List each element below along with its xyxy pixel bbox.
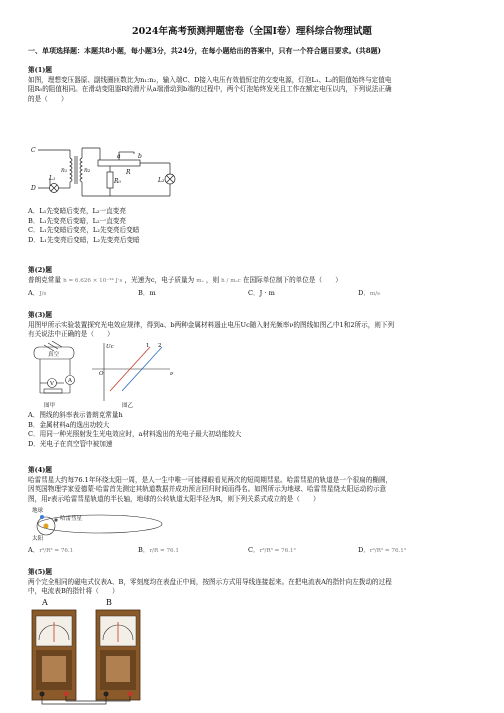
- question-1-stem-line3: 的是（ ）: [28, 94, 68, 103]
- question-2-stem-d: 在国际单位制下的单位是（ ）: [242, 275, 342, 284]
- option-d[interactable]: D．L₁先变亮后变暗，L₂先变亮后变暗: [28, 235, 140, 244]
- meter-a-label: A: [42, 598, 48, 607]
- n2-label: n₂: [84, 167, 91, 174]
- question-4-stem-line3: 图，用r表示哈雷彗星轨道的半长轴，地球的公转轨道太阳半径为R，则下列关系式成立的是（ ）: [28, 494, 320, 503]
- option-c[interactable]: C．用同一种光照射发生光电效应时，a材料逸出的光电子最大初动能较大: [28, 430, 242, 439]
- question-3-stem-line2: 有关说法中正确的是（ ）: [28, 330, 114, 339]
- question-4: [28, 466, 478, 504]
- planck-constant-formula: h = 6.626 × 10⁻³⁴ J·s: [63, 277, 123, 284]
- option-b[interactable]: [138, 546, 248, 557]
- question-4-options-row: [28, 546, 468, 557]
- ratio-formula: h / mₑc: [221, 277, 241, 284]
- question-2: [28, 266, 478, 300]
- question-1-stem-line2: 阻R₀的阻值相同。在滑动变阻器R的滑片从a端滑动到b端的过程中，两个灯泡始终发光且工作在额定电压以内，下列说法正确: [28, 85, 392, 94]
- question-2-options: [28, 289, 468, 300]
- question-4-head: 第(4)题: [28, 466, 53, 474]
- question-5-stem-line1: 两个完全相同的磁电式仪表A、B，零刻度均在表盘正中间，按图示方式用导线连接起来。在把电流表A的指针向左拨动的过程: [28, 577, 392, 586]
- origin-label: O: [99, 371, 104, 377]
- option-a-value: J/s: [39, 291, 47, 298]
- earth-icon: [40, 515, 44, 519]
- question-1-options: [28, 207, 478, 245]
- option-d-value: m/s: [369, 291, 380, 298]
- comet-icon: [54, 518, 57, 521]
- meter-a: [32, 610, 76, 700]
- option-b[interactable]: [138, 289, 248, 300]
- option-d-letter: D．: [358, 289, 370, 298]
- stop-voltage-axis-label: Uc: [106, 344, 114, 350]
- option-d[interactable]: [358, 546, 468, 557]
- option-c[interactable]: C．L₁先变暗后变亮，L₂先变亮后变暗: [28, 226, 140, 235]
- question-5: [28, 568, 478, 597]
- option-a[interactable]: A．图线的斜率表示普朗克常量h: [28, 411, 123, 419]
- option-c-value: J · m: [259, 289, 275, 298]
- question-5-head: 第(5)题: [28, 568, 53, 576]
- vacuum-tube-label: 真空: [48, 352, 60, 358]
- question-2-stem-a: 普朗克常量: [28, 275, 61, 284]
- rheostat-r-label: R: [126, 169, 131, 176]
- electron-mass-symbol: mₑ: [196, 277, 204, 284]
- lamp-l1-label: L₁: [49, 175, 56, 182]
- terminal-d-label: D: [31, 185, 36, 192]
- option-a-letter: A．: [28, 289, 40, 298]
- meter-b: [96, 610, 140, 700]
- option-b[interactable]: B．金属材料a的逸出功较大: [28, 420, 110, 429]
- section-heading: 一、单项选择题：本题共8小题，每小题3分，共24分，在每小题给出的答案中，只有一个符合题目要求。(共8题): [28, 46, 381, 55]
- question-4-stem-line2: 因英国物理学家爱德蒙·哈雷首先测定其轨道数据并成功预言回归时间而得名。如图所示为地球、哈雷彗星绕太阳运动的示意: [28, 485, 387, 494]
- question-4-stem-line1: 哈雷彗星大约每76.1年环绕太阳一周，是人一生中唯一可能裸眼看见两次的短周期彗星。哈雷彗星的轨道是一个很扁的椭圆，: [28, 475, 393, 484]
- option-c-letter: C．: [248, 289, 260, 298]
- voltmeter-label: V: [50, 381, 54, 387]
- transformer-circuit-figure: [30, 142, 180, 202]
- question-3-head: 第(3)题: [28, 311, 53, 319]
- option-c-expr: r³/R³ = 76.1²: [259, 548, 296, 554]
- option-c[interactable]: [248, 546, 358, 557]
- resistor-r0-label: R₀: [114, 178, 121, 185]
- question-2-stem-b: ，光速为c，电子质量为: [124, 275, 195, 284]
- sun-icon: [44, 524, 49, 529]
- question-5-stem-line2: 中，电流表B的指针将（ ）: [28, 587, 119, 596]
- question-1-head: 第(1)题: [28, 66, 53, 74]
- option-d-letter: D．: [358, 546, 370, 554]
- option-a[interactable]: [28, 546, 138, 557]
- lamp-l2-label: L₂: [158, 177, 165, 184]
- figure-a-caption: 图甲: [44, 403, 56, 409]
- option-c[interactable]: [248, 289, 358, 300]
- option-d[interactable]: D．光电子在真空管中被加速: [28, 439, 113, 448]
- photoelectric-figure: [30, 341, 180, 411]
- frequency-axis-label: ν: [170, 371, 174, 377]
- question-1-stem-line1: 如图，理想变压器原、副线圈匝数比为n₁:n₂，输入端C、D接入电压有效值恒定的交变电源，灯泡L₁、L₂的阻值始终与定值电: [28, 75, 392, 84]
- option-d-expr: r³/R³ = 76.1³: [369, 548, 407, 554]
- option-b-expr: r/R = 76.1: [149, 548, 179, 554]
- question-3-options: [28, 411, 478, 449]
- line-1-label: 1: [146, 343, 150, 349]
- terminal-c-label: C: [31, 147, 36, 154]
- figure-b-caption: 图乙: [122, 403, 134, 409]
- meters-figure: [30, 596, 150, 708]
- ammeter-label: A: [68, 378, 72, 384]
- option-b[interactable]: B．L₁先变亮后变暗，L₂一直变亮: [28, 216, 127, 225]
- option-a[interactable]: A．L₁先变暗后变亮，L₂一直变亮: [28, 207, 126, 215]
- option-d[interactable]: [358, 289, 468, 300]
- page-title: 2024年高考预测押题密卷（全国I卷）理科综合物理试题: [132, 26, 372, 37]
- question-3-stem-line1: 用图甲所示实验装置探究光电效应规律，得到a、b两种金属材料遏止电压Uc随入射光频率ν的图线如图乙中1和2所示，则下列: [28, 320, 395, 329]
- option-a-letter: A．: [28, 546, 40, 554]
- option-a[interactable]: [28, 289, 138, 300]
- question-3: [28, 311, 478, 340]
- sun-label: 太阳: [32, 536, 44, 542]
- option-b-letter: B．: [138, 289, 150, 298]
- question-2-head: 第(2)题: [28, 266, 53, 274]
- slider-b-label: b: [138, 153, 142, 160]
- question-2-stem: [28, 276, 478, 287]
- slider-a-label: a: [117, 153, 121, 160]
- option-b-letter: B．: [138, 546, 150, 554]
- n1-label: n₁: [61, 167, 68, 174]
- option-a-expr: r³/R³ = 76.1: [39, 548, 74, 554]
- halley-orbit-figure: [30, 506, 170, 542]
- question-1: [28, 66, 478, 104]
- option-b-value: m: [149, 289, 156, 298]
- option-c-letter: C．: [248, 546, 260, 554]
- question-2-stem-c: ，则: [205, 275, 220, 284]
- earth-label: 地球: [32, 508, 44, 514]
- line-2-label: 2: [158, 343, 162, 349]
- meter-b-label: B: [106, 598, 112, 607]
- question-4-options: [28, 546, 478, 557]
- halley-label: 哈雷彗星: [60, 516, 83, 522]
